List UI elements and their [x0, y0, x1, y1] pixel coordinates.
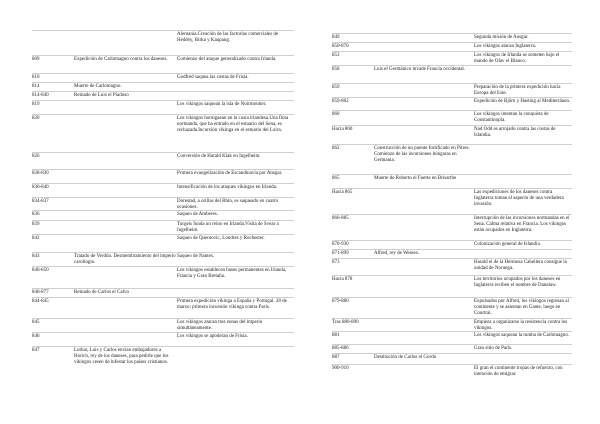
row-event-viking: Harald el de la Hermosa Cabellera consigue la unidad de Noruega.: [474, 260, 567, 272]
row-date: 881: [332, 333, 340, 338]
row-event-viking: Intensificación de los ataques vikingos en Irlanda.: [177, 185, 278, 190]
row-date: 830-840: [32, 185, 49, 190]
chronology-row: [332, 258, 572, 276]
row-event-political: Tratado de Verdún. Desmembramiento del imperio carolingio.: [74, 254, 176, 266]
row-event-viking: Primera evangelización de Escandinavia por Ansgar.: [177, 171, 283, 176]
row-event-viking: Saqueo de Quentovic, Londres y Rochester.: [177, 236, 265, 241]
chronology-row: [32, 55, 294, 74]
chronology-row: [332, 188, 572, 215]
row-date: 859: [332, 85, 340, 90]
row-event-viking: Los vikingos saquean la tumba de Carlomagno.: [474, 333, 570, 338]
row-event-political: Expedición de Carlomagno contra los daneses.: [74, 57, 168, 62]
row-date: 842: [32, 236, 40, 241]
row-event-viking: Nad Odd es arrojado contra las costas de Islandia.: [474, 127, 556, 139]
chronology-row: [332, 214, 572, 241]
row-date: Hacia 860: [332, 127, 353, 132]
row-date: 885-886: [332, 346, 349, 351]
row-date: 810: [32, 75, 40, 80]
row-date: 853: [332, 53, 340, 58]
chronology-row: [332, 65, 572, 84]
row-date: 873: [332, 260, 340, 265]
chronology-row: [332, 318, 572, 332]
row-date: 847: [32, 348, 40, 353]
row-date: 866-885: [332, 216, 349, 221]
row-date: 814: [32, 84, 40, 89]
row-date: 845: [32, 320, 40, 325]
row-event-viking: Saqueo de Amberes.: [177, 212, 218, 217]
row-event-viking: Godfred saquea las costas de Frisia.: [177, 75, 249, 80]
chronology-row: [32, 197, 294, 211]
chronology-row: [32, 318, 294, 333]
row-event-viking: Los vikingos de Irlanda se someten bajo el mando de Olav el Blanco.: [474, 53, 560, 65]
row-event-viking: Expedición de Björn y Hasting al Mediterráneo.: [474, 99, 571, 104]
row-date: 809: [32, 57, 40, 62]
chronology-row: [32, 183, 294, 198]
chronology-row: [32, 266, 294, 289]
chronology-row: [32, 220, 294, 235]
row-event-viking: Los vikingos establecen bases permanentes en Irlanda, Francia y Gran Bretaña.: [177, 268, 287, 280]
row-date: 887: [332, 355, 340, 360]
chronology-row: [332, 110, 572, 126]
row-event-viking: Los vikingos hornigaean en la costa irlandesa.Una flota normanda, que ha entrado en el estuario del Sena, es rechazada.Incursión vikinga en el estuario del Loira.: [177, 116, 289, 134]
row-event-viking: Turgeis funda un reino en Irlanda.Visita de Svear a Ingelheim.: [177, 222, 279, 234]
row-date: 871-899: [332, 251, 349, 256]
row-event-viking: El gran el continente tropas de refuerzo, con intención de emigrar.: [474, 366, 563, 378]
row-event-viking: Saqueo de Nantes.: [177, 254, 215, 259]
row-date: 900-910: [332, 366, 349, 371]
row-date: 840-850: [32, 268, 49, 273]
row-date: 814-840: [32, 93, 49, 98]
chronology-row: [332, 297, 572, 319]
row-date: 820: [32, 116, 40, 121]
row-date: 849: [332, 35, 340, 40]
chronology-row: [32, 30, 294, 56]
chronology-row: [32, 234, 294, 253]
row-event-viking: Los vikingos saquean la isla de Noirmoutier.: [177, 102, 267, 107]
row-date: 844-845: [32, 299, 49, 304]
chronology-row: [332, 125, 572, 145]
row-date: 858: [332, 67, 340, 72]
row-event-political: Luis el Germánico invade Francia occidental.: [374, 67, 466, 72]
row-event-viking: Gran sitio de París.: [474, 346, 513, 351]
chronology-row: [332, 331, 572, 345]
row-date: 826: [32, 154, 40, 159]
row-date: 862: [332, 146, 340, 151]
row-event-viking: Interrupción de las incursiones normandas en el Sena. Calma relativa en Francia. Los vikingos están ocupados en Inglaterra.: [474, 216, 570, 234]
row-date: 840-877: [32, 290, 49, 295]
row-event-political: Reinado de Carlos el Calvo: [74, 290, 129, 295]
row-event-viking: Expulsados por Alfred, los vikingos regresan al continente y se asientan en Gante, luego en Courtrai.: [474, 299, 569, 317]
row-event-political: Muerte de Roberto el Fuerte en Brisarthe: [374, 176, 457, 181]
row-event-viking: Los vikingos intentan la conquista de Constantinopla.: [474, 112, 549, 124]
row-event-viking: Las expediciones de los daneses contra Inglaterra toman el aspecto de una verdadera invasión.: [474, 190, 564, 208]
chronology-row: [332, 364, 572, 395]
chronology-row: [32, 346, 294, 377]
row-event-viking: Colonización general de Islandia.: [474, 242, 541, 247]
row-event-viking: Segunda misión de Ansgar.: [474, 35, 529, 40]
row-date: 860: [332, 112, 340, 117]
chronology-row: [332, 275, 572, 298]
chronology-row: [32, 152, 294, 170]
row-event-viking: Conversión de Harald Klak en Ingelheim.: [177, 154, 261, 159]
row-event-viking: Los vikingos atacan tres zonas del imperio simultáneamente.: [177, 320, 263, 332]
chronology-row: [332, 174, 572, 189]
row-date: 870-930: [332, 242, 349, 247]
row-date: 819: [32, 102, 40, 107]
chronology-row: [32, 100, 294, 115]
row-event-viking: Los territorios ocupados por los daneses en Inglaterra reciben el nombre de Danelaw.: [474, 277, 561, 289]
chronology-row: [332, 144, 572, 175]
row-event-viking: Empieza a organizarse la resistencia contra los vikingos.: [474, 320, 568, 332]
chronology-row: [32, 332, 294, 347]
row-date: 828-830: [32, 171, 49, 176]
chronology-row: [32, 169, 294, 184]
chronology-row: [32, 297, 294, 319]
row-date: 846: [32, 334, 40, 339]
row-event-viking: Comienzo del ataque generalizado contra Irlanda.: [177, 57, 277, 62]
row-event-viking: Los vikingos se apoderan de Frisia.: [177, 334, 248, 339]
row-date: 865: [332, 176, 340, 181]
chronology-row: [32, 114, 294, 153]
row-event-political: Reinado de Luis el Piadoso: [74, 93, 129, 98]
row-event-political: Lothar, Luis y Carlos envían embajadores a Horich, rey de los daneses, para pedirle que los vikingos cesen de infestar los países cristianos.: [74, 348, 169, 366]
chronology-row: [332, 97, 572, 111]
row-event-political: Destitución de Carlos el Gordo: [374, 355, 437, 360]
row-event-viking: Alemania.Creación de las factorías comerciales de Hedeby, Birka y Kaupang.: [177, 32, 279, 44]
row-event-political: Construcción de un puente fortificado en Pitres. Comienzo de las incursiones húngaras en Germania.: [374, 146, 470, 164]
row-date: 839: [32, 222, 40, 227]
chronology-row: [32, 252, 294, 267]
row-date: 850-870: [332, 44, 349, 49]
row-event-political: Alfred, rey de Wessex.: [374, 251, 420, 256]
row-event-viking: Los vikingos atacan Inglaterra.: [474, 44, 536, 49]
row-event-political: Muerte de Carlomagno.: [74, 84, 122, 89]
chronology-row: [332, 83, 572, 98]
row-event-viking: Preparación de la primera expedición hacia Europa del Este.: [474, 85, 561, 97]
row-date: 843: [32, 254, 40, 259]
row-event-viking: Primera expedición vikinga a España y Portugal. 28 de marzo: primera incursión vikinga contra París.: [177, 299, 287, 311]
row-date: 836: [32, 212, 40, 217]
row-date: 859-862: [332, 99, 349, 104]
row-date: 879-880: [332, 299, 349, 304]
row-event-viking: Dorestad, a orillas del Rhin, es saqueado en cuatro ocasiones.: [177, 199, 279, 211]
row-date: Tras 880-890: [332, 320, 359, 325]
chronology-row: [332, 51, 572, 66]
row-date: 834-837: [32, 199, 49, 204]
row-date: Hacia 878: [332, 277, 353, 282]
row-date: Hacia 865: [332, 190, 353, 195]
